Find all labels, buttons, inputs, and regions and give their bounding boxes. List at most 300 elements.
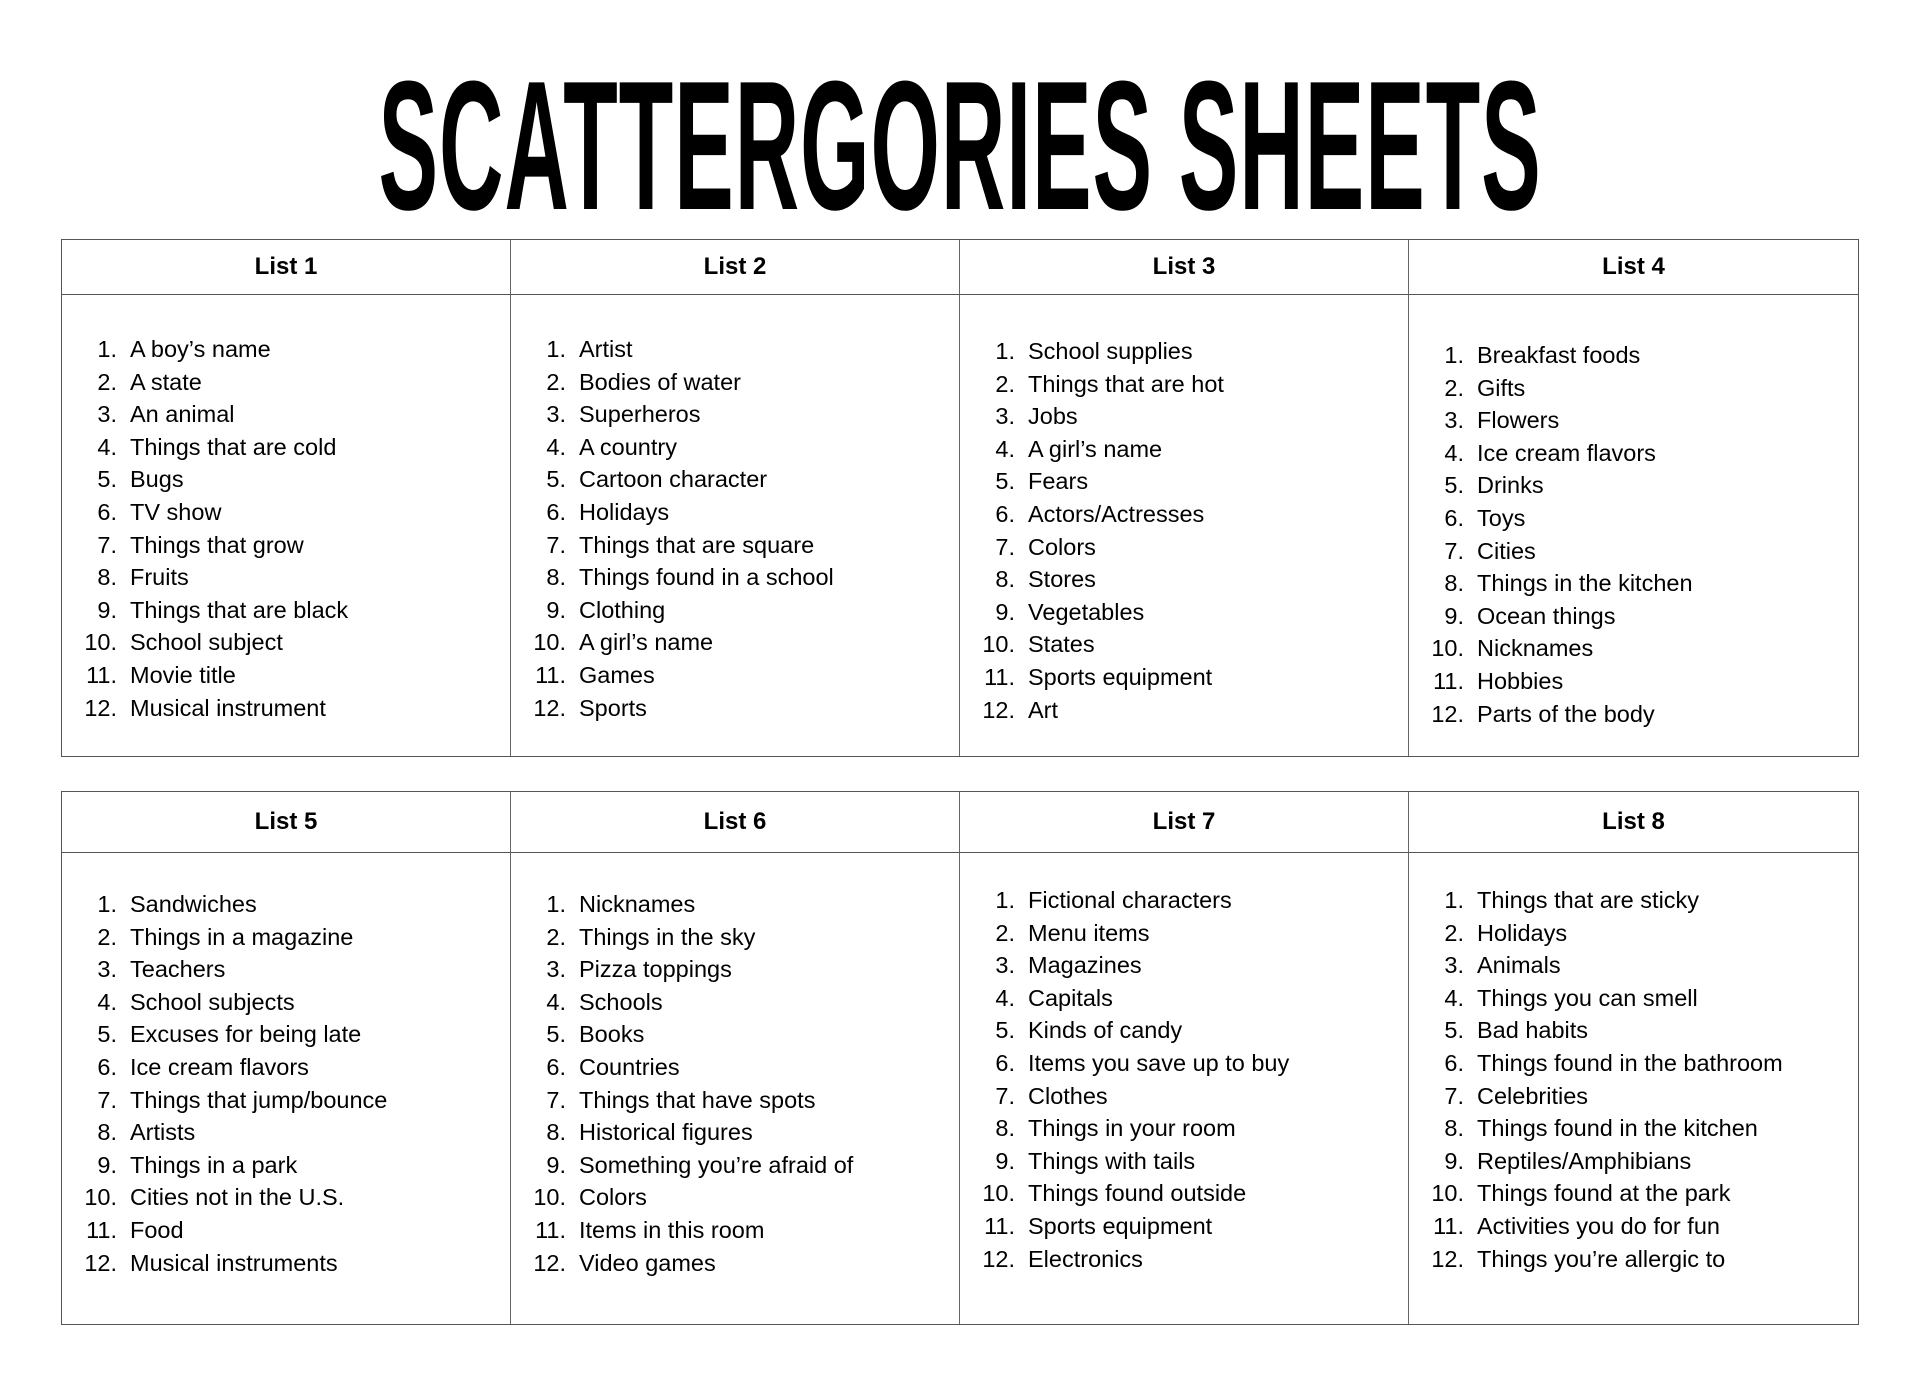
item-category: Things found in a school <box>579 564 834 591</box>
list-item <box>960 335 1408 368</box>
item-number: 5. <box>97 466 117 493</box>
list-items-8 <box>1409 884 1858 1275</box>
list-header-2: List 2 <box>511 240 960 295</box>
list-item <box>62 986 510 1019</box>
list-header-4: List 4 <box>1409 240 1858 295</box>
item-category: Toys <box>1477 504 1526 531</box>
item-number: 3. <box>1444 407 1464 434</box>
list-item <box>62 921 510 954</box>
list-item <box>1409 1177 1858 1210</box>
list-item <box>511 463 959 496</box>
item-category: Countries <box>579 1053 680 1080</box>
item-category: Things in your room <box>1028 1115 1236 1142</box>
list-item <box>960 949 1408 982</box>
item-category: Actors/Actresses <box>1028 500 1205 527</box>
item-category: Something you’re afraid of <box>579 1151 854 1178</box>
item-category: States <box>1028 631 1095 658</box>
list-item <box>960 628 1408 661</box>
item-category: Bodies of water <box>579 368 741 395</box>
item-category: Reptiles/Amphibians <box>1477 1147 1692 1174</box>
list-item <box>511 431 959 464</box>
list-item <box>960 1145 1408 1178</box>
item-category: Things that are hot <box>1028 370 1224 397</box>
list-item <box>62 1084 510 1117</box>
item-number: 10. <box>982 1180 1015 1207</box>
list-item <box>1409 1243 1858 1276</box>
list-item <box>62 1181 510 1214</box>
list-item <box>960 1243 1408 1276</box>
title-area <box>0 40 1920 248</box>
list-cell-2 <box>511 295 960 756</box>
item-category: Things you can smell <box>1477 984 1698 1011</box>
list-item <box>1409 600 1858 633</box>
item-category: A country <box>579 433 677 460</box>
item-number: 7. <box>1444 537 1464 564</box>
item-category: Fruits <box>130 564 189 591</box>
list-item <box>960 498 1408 531</box>
list-cell-1 <box>62 295 511 756</box>
item-category: Colors <box>579 1184 647 1211</box>
item-category: Things you’re allergic to <box>1477 1245 1726 1272</box>
item-category: Clothes <box>1028 1082 1108 1109</box>
list-item <box>1409 698 1858 731</box>
item-number: 1. <box>1444 342 1464 368</box>
item-number: 11. <box>535 1216 566 1243</box>
item-number: 9. <box>546 1151 566 1178</box>
list-header-3: List 3 <box>960 240 1409 295</box>
list-item <box>511 1149 959 1182</box>
list-item <box>960 1177 1408 1210</box>
item-category: Things that are square <box>579 531 815 558</box>
item-number: 11. <box>86 661 117 688</box>
item-category: TV show <box>130 498 222 525</box>
item-category: Artist <box>579 336 633 362</box>
item-category: Items you save up to buy <box>1028 1049 1290 1076</box>
list-item <box>960 596 1408 629</box>
item-number: 3. <box>546 956 566 983</box>
item-category: Musical instruments <box>130 1249 338 1276</box>
list-item <box>1409 404 1858 437</box>
list-item <box>62 431 510 464</box>
item-category: Musical instrument <box>130 694 326 721</box>
item-category: School subjects <box>130 988 295 1015</box>
item-category: Nicknames <box>1477 635 1594 662</box>
item-category: Capitals <box>1028 984 1113 1011</box>
list-header-1: List 1 <box>62 240 511 295</box>
list-items-7 <box>960 884 1408 1275</box>
item-category: Artists <box>130 1119 196 1146</box>
list-item <box>511 1051 959 1084</box>
item-category: Books <box>579 1021 645 1048</box>
item-number: 7. <box>995 1082 1015 1109</box>
item-number: 11. <box>1433 667 1464 694</box>
item-category: Things in the kitchen <box>1477 570 1693 597</box>
item-category: A boy’s name <box>130 336 271 362</box>
item-number: 8. <box>995 1115 1015 1142</box>
list-item <box>511 1247 959 1280</box>
item-category: Things that jump/bounce <box>130 1086 388 1113</box>
item-category: Things that are black <box>130 596 349 623</box>
item-number: 3. <box>97 956 117 983</box>
item-number: 9. <box>995 598 1015 625</box>
item-category: Clothing <box>579 596 666 623</box>
item-number: 7. <box>97 1086 117 1113</box>
list-item <box>960 917 1408 950</box>
item-number: 11. <box>1433 1212 1464 1239</box>
list-item <box>960 1112 1408 1145</box>
list-item <box>62 594 510 627</box>
list-cell-8 <box>1409 853 1858 1324</box>
item-number: 6. <box>995 1049 1015 1076</box>
item-category: Things in the sky <box>579 923 756 950</box>
list-item <box>1409 884 1858 917</box>
item-number: 7. <box>546 1086 566 1113</box>
item-number: 12. <box>982 696 1015 723</box>
item-category: Sports equipment <box>1028 663 1213 690</box>
list-item <box>62 561 510 594</box>
list-item <box>1409 469 1858 502</box>
item-category: Stores <box>1028 566 1096 593</box>
item-category: Historical figures <box>579 1119 753 1146</box>
item-category: Nicknames <box>579 891 696 917</box>
list-item <box>1409 949 1858 982</box>
item-category: Flowers <box>1477 407 1560 434</box>
item-number: 5. <box>97 1021 117 1048</box>
item-number: 8. <box>97 564 117 591</box>
item-number: 1. <box>546 336 566 362</box>
list-item <box>511 561 959 594</box>
list-item <box>511 1214 959 1247</box>
list-item <box>1409 982 1858 1015</box>
item-number: 1. <box>97 891 117 917</box>
list-item <box>960 1210 1408 1243</box>
list-items-3 <box>960 335 1408 726</box>
item-category: Things in a magazine <box>130 923 354 950</box>
item-category: Menu items <box>1028 919 1150 946</box>
item-category: Fears <box>1028 468 1089 495</box>
item-category: Games <box>579 661 655 688</box>
item-number: 10. <box>1431 1180 1464 1207</box>
item-number: 6. <box>97 1053 117 1080</box>
item-category: Holidays <box>1477 919 1568 946</box>
list-item <box>511 921 959 954</box>
list-item <box>1409 1080 1858 1113</box>
list-items-4 <box>1409 339 1858 730</box>
list-item <box>511 888 959 921</box>
item-category: Ice cream flavors <box>1477 439 1656 466</box>
list-item <box>62 463 510 496</box>
item-category: Things that are sticky <box>1477 887 1700 913</box>
list-item <box>1409 567 1858 600</box>
item-category: Sports equipment <box>1028 1212 1213 1239</box>
item-number: 5. <box>1444 472 1464 499</box>
list-items-1 <box>62 333 510 724</box>
list-item <box>511 626 959 659</box>
item-category: School subject <box>130 629 283 656</box>
item-number: 4. <box>97 988 117 1015</box>
item-number: 7. <box>1444 1082 1464 1109</box>
item-category: Things that have spots <box>579 1086 816 1113</box>
item-number: 10. <box>982 631 1015 658</box>
list-item <box>62 1018 510 1051</box>
item-number: 11. <box>984 1212 1015 1239</box>
list-item <box>62 1051 510 1084</box>
list-item <box>1409 535 1858 568</box>
item-category: Holidays <box>579 498 670 525</box>
list-item <box>62 659 510 692</box>
list-item <box>960 982 1408 1015</box>
item-number: 9. <box>1444 1147 1464 1174</box>
list-item <box>62 692 510 725</box>
item-number: 11. <box>86 1216 117 1243</box>
item-number: 11. <box>984 663 1015 690</box>
item-number: 11. <box>535 661 566 688</box>
item-category: Movie title <box>130 661 236 688</box>
list-item <box>511 333 959 366</box>
item-category: Things found in the kitchen <box>1477 1115 1758 1142</box>
list-item <box>62 496 510 529</box>
list-item <box>511 1181 959 1214</box>
item-number: 3. <box>995 952 1015 979</box>
list-item <box>1409 339 1858 372</box>
list-item <box>62 1149 510 1182</box>
item-number: 2. <box>1444 919 1464 946</box>
item-number: 12. <box>84 694 117 721</box>
list-item <box>511 366 959 399</box>
item-category: Bad habits <box>1477 1017 1589 1044</box>
list-item <box>960 433 1408 466</box>
list-item <box>1409 1145 1858 1178</box>
list-item <box>1409 1014 1858 1047</box>
item-number: 5. <box>546 1021 566 1048</box>
lists-table-top <box>61 239 1859 757</box>
list-item <box>960 1080 1408 1113</box>
item-category: Things that are cold <box>130 433 337 460</box>
list-item <box>511 659 959 692</box>
item-category: An animal <box>130 401 235 428</box>
item-number: 1. <box>546 891 566 917</box>
item-category: Celebrities <box>1477 1082 1589 1109</box>
item-number: 1. <box>995 887 1015 913</box>
item-category: Things found in the bathroom <box>1477 1049 1783 1076</box>
item-number: 2. <box>97 923 117 950</box>
item-number: 8. <box>97 1119 117 1146</box>
item-category: Schools <box>579 988 663 1015</box>
item-number: 8. <box>1444 570 1464 597</box>
item-number: 10. <box>84 1184 117 1211</box>
item-category: Cities not in the U.S. <box>130 1184 345 1211</box>
item-category: Colors <box>1028 533 1096 560</box>
item-number: 1. <box>995 338 1015 364</box>
item-category: Kinds of candy <box>1028 1017 1183 1044</box>
list-item <box>511 594 959 627</box>
list-item <box>1409 665 1858 698</box>
list-item <box>960 400 1408 433</box>
list-item <box>960 694 1408 727</box>
list-item <box>511 953 959 986</box>
item-category: Breakfast foods <box>1477 342 1641 368</box>
item-category: Pizza toppings <box>579 956 732 983</box>
list-items-5 <box>62 888 510 1279</box>
list-item <box>1409 437 1858 470</box>
list-item <box>511 986 959 1019</box>
item-number: 6. <box>995 500 1015 527</box>
item-number: 9. <box>97 1151 117 1178</box>
list-items-2 <box>511 333 959 724</box>
list-header-7: List 7 <box>960 792 1409 853</box>
item-number: 2. <box>995 919 1015 946</box>
item-number: 6. <box>1444 1049 1464 1076</box>
list-header-8: List 8 <box>1409 792 1858 853</box>
item-number: 12. <box>1431 1245 1464 1272</box>
item-category: Vegetables <box>1028 598 1145 625</box>
item-number: 4. <box>1444 984 1464 1011</box>
item-category: Things that grow <box>130 531 304 558</box>
list-item <box>960 465 1408 498</box>
item-number: 5. <box>995 1017 1015 1044</box>
item-number: 9. <box>546 596 566 623</box>
list-item <box>62 626 510 659</box>
item-number: 2. <box>995 370 1015 397</box>
item-number: 12. <box>1431 700 1464 727</box>
item-number: 9. <box>1444 602 1464 629</box>
item-category: Jobs <box>1028 403 1078 430</box>
item-number: 12. <box>533 1249 566 1276</box>
list-item <box>511 398 959 431</box>
item-category: Teachers <box>130 956 226 983</box>
item-number: 10. <box>1431 635 1464 662</box>
list-cell-5 <box>62 853 511 1324</box>
item-category: Electronics <box>1028 1245 1143 1272</box>
list-item <box>62 888 510 921</box>
list-item <box>1409 632 1858 665</box>
list-item <box>1409 502 1858 535</box>
list-item <box>1409 1047 1858 1080</box>
item-number: 2. <box>1444 374 1464 401</box>
list-cell-7 <box>960 853 1409 1324</box>
list-item <box>1409 1210 1858 1243</box>
list-item <box>1409 917 1858 950</box>
item-number: 10. <box>533 629 566 656</box>
list-cell-3 <box>960 295 1409 756</box>
item-number: 12. <box>982 1245 1015 1272</box>
list-item <box>511 496 959 529</box>
list-item <box>1409 1112 1858 1145</box>
item-category: Sandwiches <box>130 891 257 917</box>
item-number: 7. <box>546 531 566 558</box>
item-number: 8. <box>546 1119 566 1146</box>
list-item <box>62 1214 510 1247</box>
item-category: Items in this room <box>579 1216 765 1243</box>
list-item <box>62 953 510 986</box>
item-category: Art <box>1028 696 1059 723</box>
item-number: 5. <box>1444 1017 1464 1044</box>
item-category: Cartoon character <box>579 466 768 493</box>
item-category: Food <box>130 1216 184 1243</box>
item-category: Sports <box>579 694 647 721</box>
item-number: 3. <box>546 401 566 428</box>
item-category: Gifts <box>1477 374 1526 401</box>
list-item <box>960 531 1408 564</box>
list-item <box>62 333 510 366</box>
item-number: 9. <box>995 1147 1015 1174</box>
item-number: 8. <box>546 564 566 591</box>
item-category: A girl’s name <box>1028 435 1163 462</box>
list-items-6 <box>511 888 959 1279</box>
list-item <box>511 692 959 725</box>
item-number: 4. <box>995 984 1015 1011</box>
item-category: Drinks <box>1477 472 1544 499</box>
item-number: 3. <box>995 403 1015 430</box>
item-category: Ice cream flavors <box>130 1053 309 1080</box>
item-number: 6. <box>97 498 117 525</box>
list-item <box>960 1014 1408 1047</box>
item-category: Things in a park <box>130 1151 298 1178</box>
item-category: Excuses for being late <box>130 1021 362 1048</box>
item-number: 7. <box>97 531 117 558</box>
item-number: 1. <box>1444 887 1464 913</box>
item-category: Superheros <box>579 401 701 428</box>
item-category: Things found at the park <box>1477 1180 1731 1207</box>
list-item <box>960 661 1408 694</box>
list-item <box>62 398 510 431</box>
lists-table-bottom <box>61 791 1859 1325</box>
list-item <box>960 368 1408 401</box>
item-number: 10. <box>84 629 117 656</box>
item-category: Bugs <box>130 466 184 493</box>
item-category: Ocean things <box>1477 602 1616 629</box>
list-item <box>960 1047 1408 1080</box>
list-item <box>1409 372 1858 405</box>
item-number: 2. <box>546 923 566 950</box>
item-number: 5. <box>995 468 1015 495</box>
list-item <box>511 1084 959 1117</box>
list-cell-4 <box>1409 295 1858 756</box>
item-number: 3. <box>1444 952 1464 979</box>
list-item <box>511 1018 959 1051</box>
item-category: Fictional characters <box>1028 887 1232 913</box>
item-number: 12. <box>533 694 566 721</box>
item-category: Things found outside <box>1028 1180 1247 1207</box>
item-number: 4. <box>97 433 117 460</box>
item-number: 6. <box>546 1053 566 1080</box>
item-category: Parts of the body <box>1477 700 1655 727</box>
item-number: 4. <box>546 988 566 1015</box>
item-category: A girl’s name <box>579 629 714 656</box>
item-category: A state <box>130 368 202 395</box>
item-category: School supplies <box>1028 338 1193 364</box>
list-item <box>511 529 959 562</box>
item-number: 9. <box>97 596 117 623</box>
item-number: 10. <box>533 1184 566 1211</box>
item-number: 5. <box>546 466 566 493</box>
list-header-5: List 5 <box>62 792 511 853</box>
item-category: Activities you do for fun <box>1477 1212 1720 1239</box>
item-number: 1. <box>97 336 117 362</box>
item-number: 6. <box>546 498 566 525</box>
list-cell-6 <box>511 853 960 1324</box>
list-item <box>62 1116 510 1149</box>
page-title: SCATTERGORIES SHEETS <box>378 42 1542 248</box>
list-item <box>62 1247 510 1280</box>
item-category: Cities <box>1477 537 1536 564</box>
item-category: Magazines <box>1028 952 1142 979</box>
item-number: 7. <box>995 533 1015 560</box>
item-category: Things with tails <box>1028 1147 1196 1174</box>
item-category: Video games <box>579 1249 716 1276</box>
item-number: 4. <box>995 435 1015 462</box>
item-category: Animals <box>1477 952 1561 979</box>
